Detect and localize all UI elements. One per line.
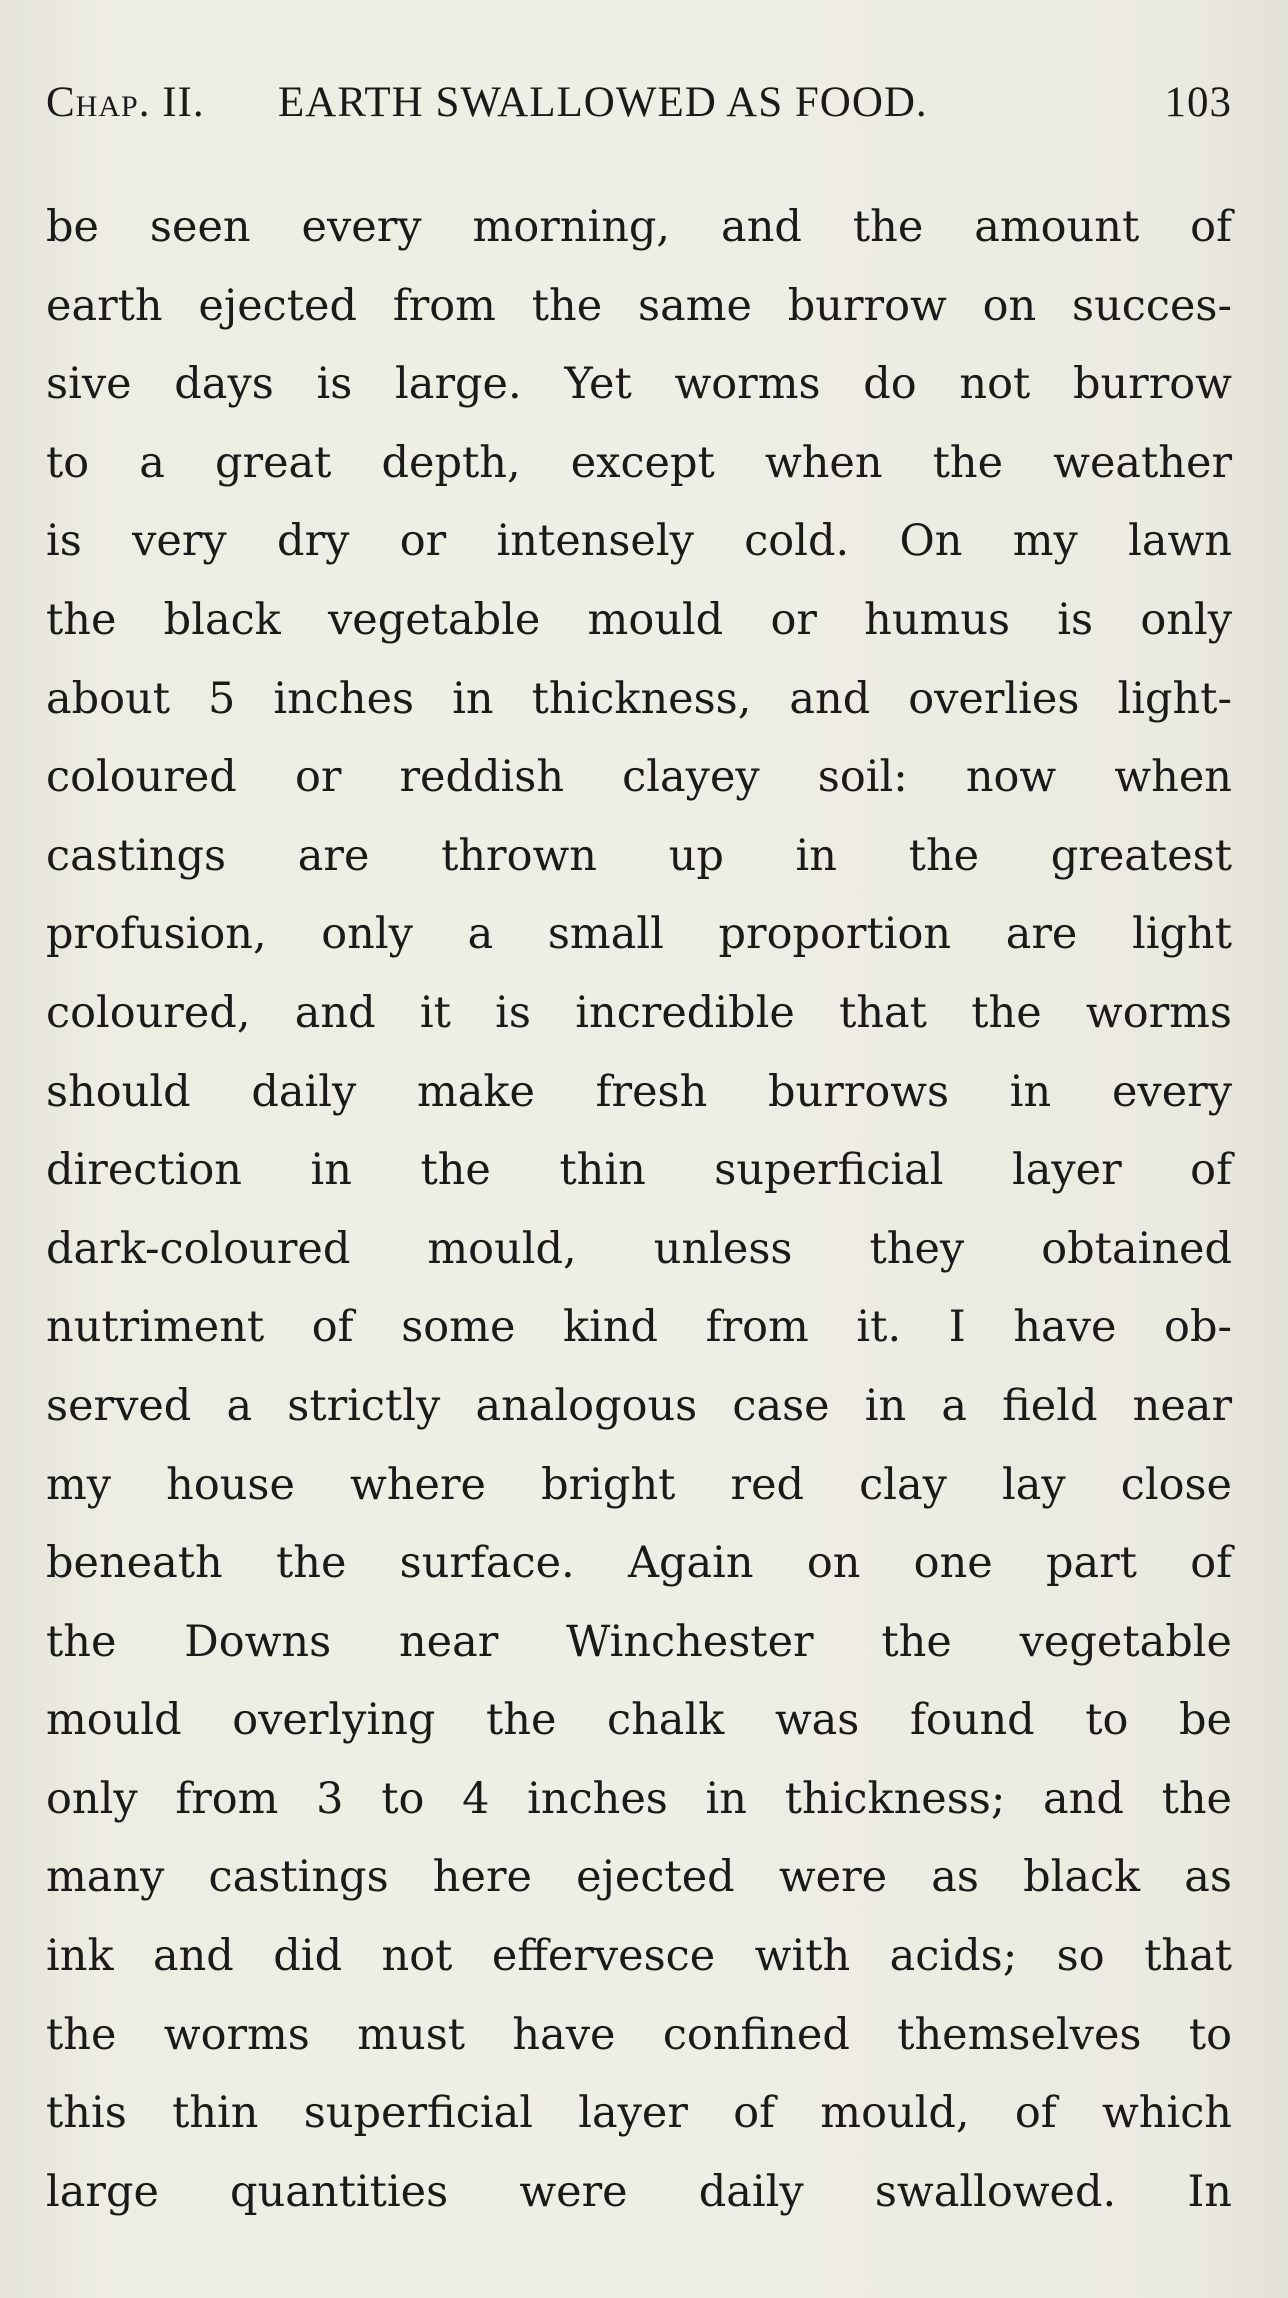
text-line: this thin superficial layer of mould, of which (46, 2088, 1232, 2139)
text-line: my house where bright red clay lay close (46, 1459, 1232, 1510)
text-line: to a great depth, except when the weather (46, 437, 1232, 488)
text-line: profusion, only a small proportion are light (46, 909, 1232, 960)
text-line: coloured or reddish clayey soil: now when (46, 752, 1232, 803)
text-line: the Downs near Winchester the vegetable (46, 1616, 1232, 1667)
text-line: the black vegetable mould or humus is only (46, 594, 1232, 645)
chapter-label: Chap. II. (46, 79, 205, 126)
text-line: castings are thrown up in the greatest (46, 830, 1232, 881)
text-line: ink and did not effervesce with acids; so that (46, 1931, 1232, 1982)
text-line: is very dry or intensely cold. On my lawn (46, 516, 1232, 567)
text-line: about 5 inches in thickness, and overlies light- (46, 673, 1232, 724)
body-text (46, 188, 1232, 2231)
page-number: 103 (1164, 79, 1232, 126)
running-title: EARTH SWALLOWED AS FOOD. (278, 79, 928, 126)
running-head (46, 78, 1232, 132)
text-line: should daily make fresh burrows in every (46, 1066, 1232, 1117)
text-line: only from 3 to 4 inches in thickness; and the (46, 1773, 1232, 1824)
text-line: mould overlying the chalk was found to be (46, 1695, 1232, 1746)
text-line: beneath the surface. Again on one part of (46, 1538, 1232, 1589)
text-line: served a strictly analogous case in a field near (46, 1380, 1232, 1431)
text-line: be seen every morning, and the amount of (46, 202, 1232, 252)
text-line: nutriment of some kind from it. I have ob- (46, 1302, 1232, 1353)
text-line: large quantities were daily swallowed. In (46, 2166, 1232, 2217)
text-line: many castings here ejected were as black as (46, 1852, 1232, 1903)
text-line: the worms must have confined themselves to (46, 2009, 1232, 2060)
text-line: earth ejected from the same burrow on succes- (46, 280, 1232, 331)
text-line: sive days is large. Yet worms do not burrow (46, 359, 1232, 410)
text-line: direction in the thin superficial layer of (46, 1145, 1232, 1196)
text-line: coloured, and it is incredible that the worms (46, 987, 1232, 1038)
text-line: dark-coloured mould, unless they obtained (46, 1223, 1232, 1274)
